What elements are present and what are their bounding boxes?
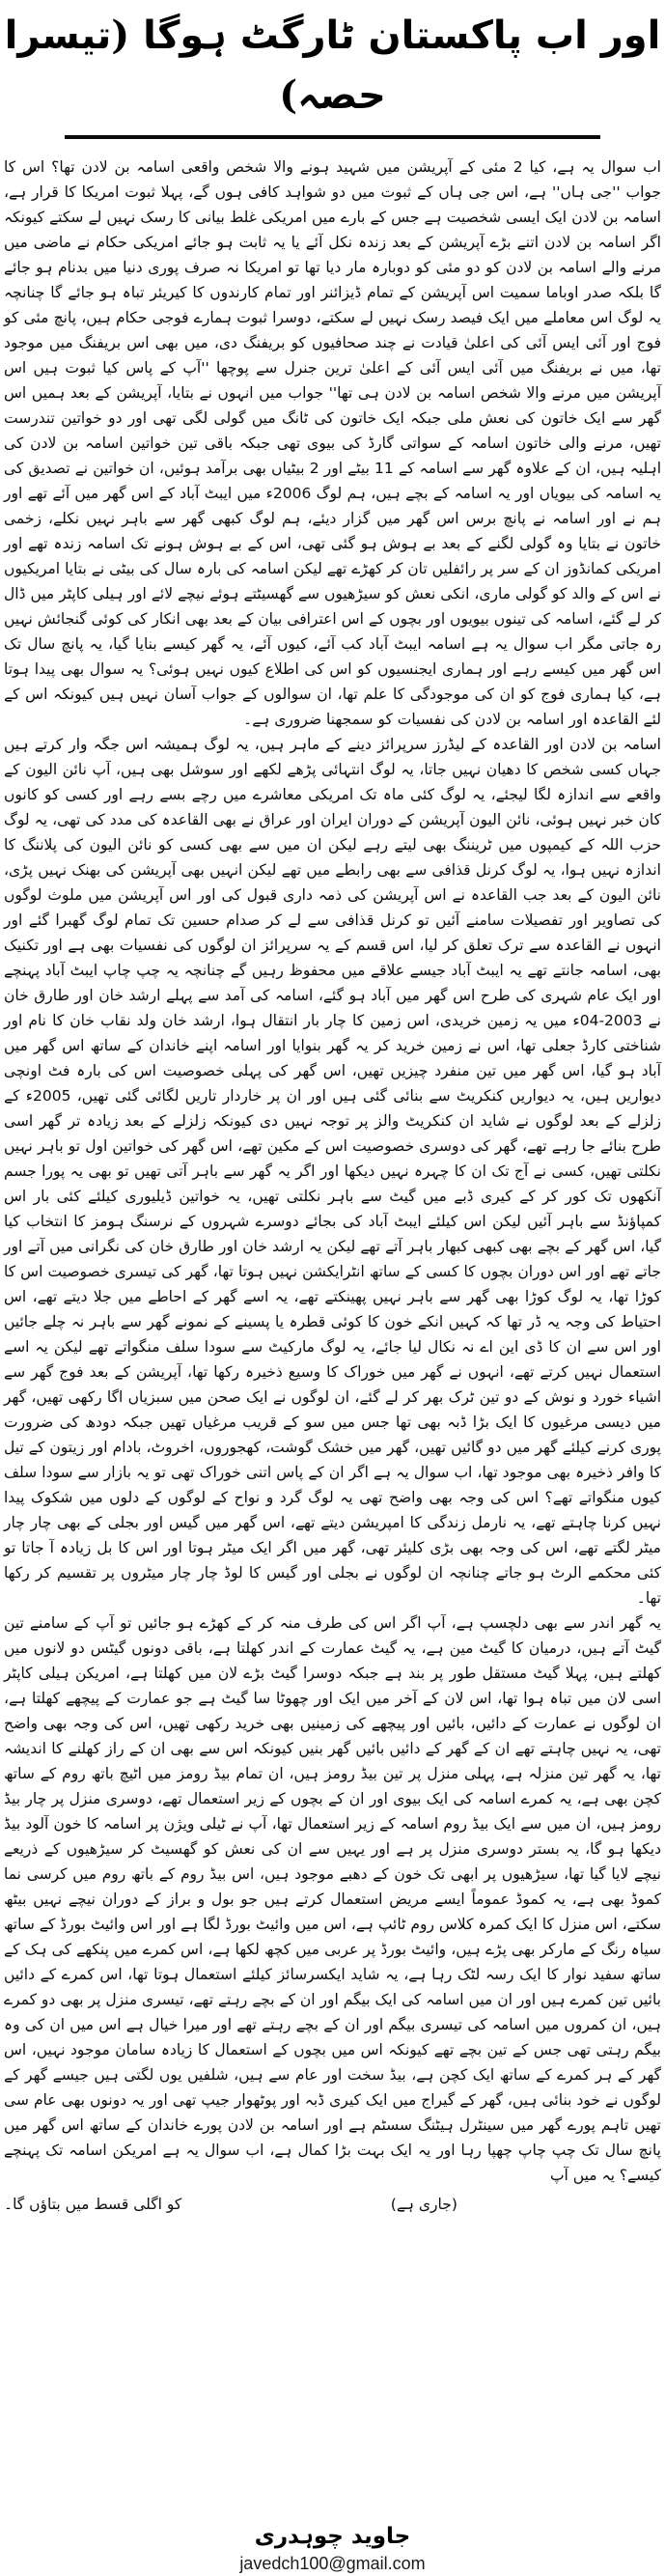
closing-sentence: کو اگلی قسط میں بتاؤں گا۔ (4, 2196, 182, 2213)
article-paragraph-2: اسامہ بن لادن اور القاعدہ کے لیڈرز سرپرائز دینے کے ماہر ہیں، یہ لوگ ہمیشہ اس جگہ وار کرتے ہیں جہاں کسی شخص کا دھیان نہیں جاتا، یہ لوگ انتہائی پڑھے لکھے اور سوشل بھی ہیں، آپ نائن الیون کے واقعے سے اندازہ لگا لیجئے، یہ لوگ کئی ماہ تک امریکی معاشرے میں رچے بسے رہے اور کسی کو کانوں کان خبر نہیں ہوئی، نائن الیون آپریشن کے دوران ایران اور عراق نے بھی القاعدہ کی مدد کی تھی، یہ لوگ حزب اللہ کے کیمپوں میں ٹریننگ بھی لیتے رہے لیکن ان میں سے بھی کسی کو نائن الیون کی پلاننگ کا اندازہ نہیں ہوا، یہ لوگ کرنل قذافی سے بھی رابطے میں تھے لیکن انہیں بھی آپریشن کی بھنک نہیں پڑی، نائن الیون کے بعد جب القاعدہ نے اس آپریشن کی ذمہ داری قبول کی اور اس آپریشن میں ملوث لوگوں کی تصاویر اور تفصیلات سامنے آئیں تو کرنل قذافی سے لے کر صدام حسین تک تمام لوگ گھبرا گئے اور انہوں نے القاعدہ سے ترک تعلق کر لیا، اس قسم کے یہ سرپرائز ان لوگوں کی نفسیات بھی ہے اور تکنیک بھی، اسامہ جانتے تھے یہ ایبٹ آباد جیسے علاقے میں محفوظ رہیں گے چنانچہ یہ چپ چاپ ایبٹ آباد پہنچے اور ایک عام شہری کی طرح اس گھر میں آباد ہو گئے، اسامہ کی آمد سے پہلے ارشد خان اور طارق خان نے 2003-04ء میں یہ زمین خریدی، اس زمین کا چار بار انتقال ہوا، ارشد خان ولد نقاب خان کا نام اور شناختی کارڈ جعلی تھا، اس نے زمین خرید کر یہ گھر بنوایا اور اسامہ اپنے خاندان کے ساتھ اس گھر میں آباد ہو گیا، اس گھر میں تین منفرد چیزیں تھیں، اس گھر کی پہلی خصوصیت اس کی بارہ فٹ اونچی دیواریں ہیں، یہ دیواریں کنکریٹ سے بنائی گئی ہیں اور ان پر خاردار تاریں لگائی گئی تھیں، 2005ء کے زلزلے کے بعد لوگوں نے شاید ان کنکریٹ والز پر توجہ نہیں دی کیونکہ زلزلے کے بعد زیادہ تر گھر اسی طرح بنائے جا رہے تھے، گھر کی دوسری خصوصیت اس کے مکین تھے، اس گھر کی خواتین اول تو باہر نہیں نکلتی تھیں، کسی نے آج تک ان کا چہرہ نہیں دیکھا اور اگر یہ گھر سے باہر آتی تھیں تو بھی یہ پورا جسم آنکھوں تک کور کر کے کیری ڈبے میں گیٹ سے باہر نکلتی تھیں، یہ خواتین ڈیلیوری کیلئے کئی بار اس کمپاؤنڈ سے باہر آئیں لیکن اس کیلئے ایبٹ آباد کی بجائے دوسرے شہروں کے نرسنگ ہومز کا انتخاب کیا گیا، اس گھر کے بچے بھی کبھی کبھار باہر آتے تھے لیکن یہ ارشد خان اور طارق خان کی نگرانی میں آتے اور جاتے تھے اور اس دوران بچوں کا کسی کے ساتھ انٹرایکشن نہیں ہوتا تھا، گھر کی تیسری خصوصیت اس کا کوڑا تھا، یہ لوگ کوڑا بھی گھر سے باہر نہیں پھینکتے تھے، یہ اسے گھر کے احاطے میں جلا دیتے تھے، اس احتیاط کی وجہ یہ ڈر تھا کہ کہیں انکے خون کا کوئی قطرہ یا پسینے کے نمونے گھر سے باہر نہ چلے جائیں اور اس سے ان کا ڈی این اے نہ نکال لیا جائے، یہ لوگ مارکیٹ سے سودا سلف منگواتے تھے لیکن یہ اسے استعمال نہیں کرتے تھے، انہوں نے گھر میں خوراک کا وسیع ذخیرہ رکھا تھا، آپریشن کے بعد فوج گھر سے اشیاء خورد و نوش کے دو تین ٹرک بھر کر لے گئے، ان لوگوں نے ایک صحن میں سبزیاں اگا رکھی تھیں، گھر میں دیسی مرغیوں کا ایک بڑا ڈبہ بھی تھا جس میں سو کے قریب مرغیاں تھیں جبکہ دودھ کی ضرورت پوری کرنے کیلئے گھر میں دو گائیں تھیں، گھر میں خشک گوشت، کھجوروں، اخروٹ، بادام اور زیتون کے تیل کا وافر ذخیرہ بھی موجود تھا، اب سوال یہ ہے اگر ان کے پاس اتنی خوراک تھی تو یہ بازار سے سودا سلف کیوں منگواتے تھے؟ اس کی وجہ بھی واضح تھی یہ لوگ گرد و نواح کے لوگوں کے دلوں میں شکوک پیدا نہیں کرنا چاہتے تھے، یہ نارمل زندگی کا امپریشن دیتے تھے، اس گھر میں گیس اور بجلی کے بھی چار چار میٹر لگتے تھے، اس کی وجہ بھی بڑی کلیئر تھی، گھر میں اگر ایک میٹر ہوتا اور اس کا بل زیادہ آ جاتا تو کئی محکمے الرٹ ہو جاتے چنانچہ ان لوگوں نے بجلی اور گیس کا لوڈ چار چار میٹروں پر تقسیم کر رکھا تھا۔ (4, 736, 661, 1607)
continued-note: (جاری ہے) (390, 2196, 457, 2213)
article-paragraph-1: اب سوال یہ ہے، کیا 2 مئی کے آپریشن میں شہید ہونے والا شخص واقعی اسامہ بن لادن تھا؟ اس کا جواب ''جی ہاں'' ہے، اس جی ہاں کے ثبوت میں دو شواہد کافی ہوں گے، پہلا ثبوت امریکا کا قرار ہے، اسامہ بن لادن ایک ایسی شخصیت ہے جس کے بارے میں امریکی غلط بیانی کا رسک نہیں لے سکتے کیونکہ اگر اسامہ بن لادن اتنے بڑے آپریشن کے بعد زندہ نکل آئے یا یہ ثابت ہو جائے امریکی حکام نے ماضی میں مرنے والے اسامہ بن لادن کو دو مئی کو دوبارہ مار دیا تھا تو امریکا نہ صرف پوری دنیا میں بدنام ہو جائے گا بلکہ صدر اوباما سمیت اس آپریشن کے تمام ڈیزائنر اور تمام کارندوں کا کیریئر تباہ ہو جائے گا چنانچہ یہ لوگ اس معاملے میں ایک فیصد رسک نہیں لے سکتے، دوسرا ثبوت ہمارے فوجی حکام ہیں، پانچ مئی کو فوج اور آئی ایس آئی کی اعلیٰ قیادت نے چند صحافیوں کو بریفنگ دی، میں بھی اس بریفنگ میں موجود تھا، میں نے بریفنگ میں آئی ایس آئی کے اعلیٰ ترین جنرل سے پوچھا ''آپ کے پاس کیا ثبوت ہیں اس آپریشن میں مرنے والا شخص اسامہ بن لادن ہی تھا'' جواب میں انہوں نے بتایا، آپریشن کے بعد ہمیں اس گھر سے ایک خاتون کی نعش ملی جبکہ ایک خاتون کی ٹانگ میں گولی لگی تھی اور دو خواتین تندرست تھیں، مرنے والی خاتون اسامہ کے سواتی گارڈ کی بیوی تھی جبکہ باقی تین خواتین اسامہ بن لادن کی اہلیہ ہیں، ان کے علاوہ گھر سے اسامہ کے 11 بیٹے اور 2 بیٹیاں بھی برآمد ہوئیں، ان خواتین نے تصدیق کی یہ اسامہ کی بیویاں اور یہ اسامہ کے بچے ہیں، ہم لوگ 2006ء میں ایبٹ آباد کے اس گھر میں آئے تھے اور ہم نے اور اسامہ نے پانچ برس اس گھر میں گزار دیئے، ہم لوگ کبھی گھر سے باہر نہیں نکلے، زخمی خاتون نے بتایا وہ گولی لگنے کے بعد بے ہوش ہو گئی تھی، اس کے بے ہوش ہونے تک اسامہ زندہ تھے اور امریکی کمانڈوز ان کے سر پر رائفلیں تان کر کھڑے تھے لیکن اسامہ کی بارہ سال کی بیٹی نے بتایا امریکیوں نے اس کے والد کو گولی ماری، انکی نعش کو سیڑھیوں سے گھسیٹتے ہوئے نیچے لائے اور ہیلی کاپٹر میں ڈال کر لے گئے، اسامہ کی تینوں بیویوں اور بچوں کے اس اعترافی بیان کے بعد بھی انکار کی کوئی گنجائش نہیں رہ جاتی مگر اب سوال یہ ہے اسامہ ایبٹ آباد کب آئے، کیوں آئے، یہ گھر کیسے بنایا گیا، یہ پانچ سال تک اس گھر میں کیسے رہے اور ہماری ایجنسیوں کو اس کی اطلاع کیوں نہیں ہوئی؟ یہ سوال بھی پیدا ہوتا ہے، کیا ہماری فوج کو ان کی موجودگی کا علم تھا، ان سوالوں کے جواب آسان نہیں ہیں کیونکہ اس کے لئے القاعدہ اور اسامہ بن لادن کی نفسیات کو سمجھنا ضروری ہے۔ (4, 158, 662, 728)
article-paragraph-3: یہ گھر اندر سے بھی دلچسپ ہے، آپ اگر اس کی طرف منہ کر کے کھڑے ہو جائیں تو آپ کے سامنے تین گیٹ آتے ہیں، درمیان کا گیٹ مین ہے، یہ گیٹ عمارت کے اندر کھلتا ہے، باقی دونوں گیٹس دو لانوں میں کھلتے ہیں، پہلا گیٹ مستقل طور پر بند ہے جبکہ دوسرا گیٹ بڑے لان میں کھلتا ہے، امریکن ہیلی کاپٹر اسی لان میں تباہ ہوا تھا، اس لان کے آخر میں ایک اور چھوٹا سا گیٹ ہے جو عمارت کے پیچھے کھلتا ہے، ان لوگوں نے عمارت کے دائیں، بائیں اور پیچھے کی زمینیں بھی خرید رکھی تھیں، اس کی وجہ بھی واضح تھی، یہ نہیں چاہتے تھے ان کے گھر کے دائیں بائیں گھر بنیں کیونکہ اس سے بھی ان کے راز کھلنے کا اندیشہ تھا، یہ گھر تین منزلہ ہے، پہلی منزل پر تین بیڈ رومز ہیں، ان تمام بیڈ رومز میں اٹیچ باتھ روم کے ساتھ کچن بھی ہے، یہ کمرے اسامہ کی ایک بیوی اور ان کے بچوں کے زیر استعمال تھے، دوسری منزل پر چار بیڈ رومز ہیں، ان میں سے ایک بیڈ روم اسامہ کے زیر استعمال تھا، آپ نے ٹیلی ویژن پر اسامہ کا خون آلود بیڈ دیکھا ہو گا، یہ بستر دوسری منزل پر ہے اور یہیں سے ان کی نعش کو گھسیٹ کر سیڑھیوں کے ذریعے نیچے لایا گیا تھا، سیڑھیوں پر ابھی تک خون کے دھبے موجود ہیں، اس بیڈ روم کے باتھ روم میں کرسی نما کموڈ بھی ہے، یہ کموڈ عموماً ایسے مریض استعمال کرتے ہیں جو بول و براز کے دوران نیچے نہیں بیٹھ سکتے، اس منزل کا ایک کمرہ کلاس روم ٹائپ ہے، اس میں وائیٹ بورڈ لگا ہے اور اس وائیٹ بورڈ کے ساتھ سیاہ رنگ کے مارکر بھی پڑے ہیں، وائیٹ بورڈ پر عربی میں کچھ لکھا ہے، اس کمرے میں پنکھے کی ہک کے ساتھ سفید نوار کا ایک رسہ لٹک رہا ہے، یہ شاید ایکسرسائز کیلئے استعمال ہوتا تھا، اس کمرے کے دائیں بائیں تین کمرے ہیں اور ان میں اسامہ کی ایک بیگم اور ان کے بچے رہتے تھے، تیسری منزل پر بھی دو کمرے ہیں، ان کمروں میں اسامہ کی تیسری بیگم اور ان کے بچے رہتے تھے اور میرا خیال ہے اس میں ان کی وہ بیگم رہتی تھی جس کے تین بچے تھے کیونکہ اس میں بچوں کے استعمال کا زیادہ سامان موجود نہیں، اس گھر کے ہر کمرے کے ساتھ ایک کچن ہے، بیڈ سخت اور عام سے ہیں، شلفیں یوں لگتی ہیں جیسے گھر کے لوگوں نے خود بنائی ہیں، گھر کے گیراج میں ایک کیری ڈبہ اور پوٹھوار جیپ تھی اور یہ دونوں بھی عام سی تھیں تاہم پورے گھر میں سینٹرل ہیٹنگ سسٹم ہے اور اسامہ بن لادن پورے خاندان کے ساتھ اس گھر میں پانچ سال تک چپ چاپ چھپا رہا اور یہ ایک بہت بڑا کمال ہے، اب سوال یہ ہے امریکن اسامہ تک پہنچے کیسے؟ یہ میں آپ (4, 1614, 661, 2184)
author-signature: جاوید چوہدری (254, 2523, 411, 2549)
article-body (0, 154, 665, 2188)
closing-line (0, 2190, 665, 2219)
headline-divider-rule (65, 135, 600, 139)
column-headline: اور اب پاکستان ٹارگٹ ہوگا (تیسرا حصہ) (4, 13, 661, 118)
author-email: javedch100@gmail.com (239, 2554, 426, 2573)
article-footer (0, 2522, 665, 2576)
